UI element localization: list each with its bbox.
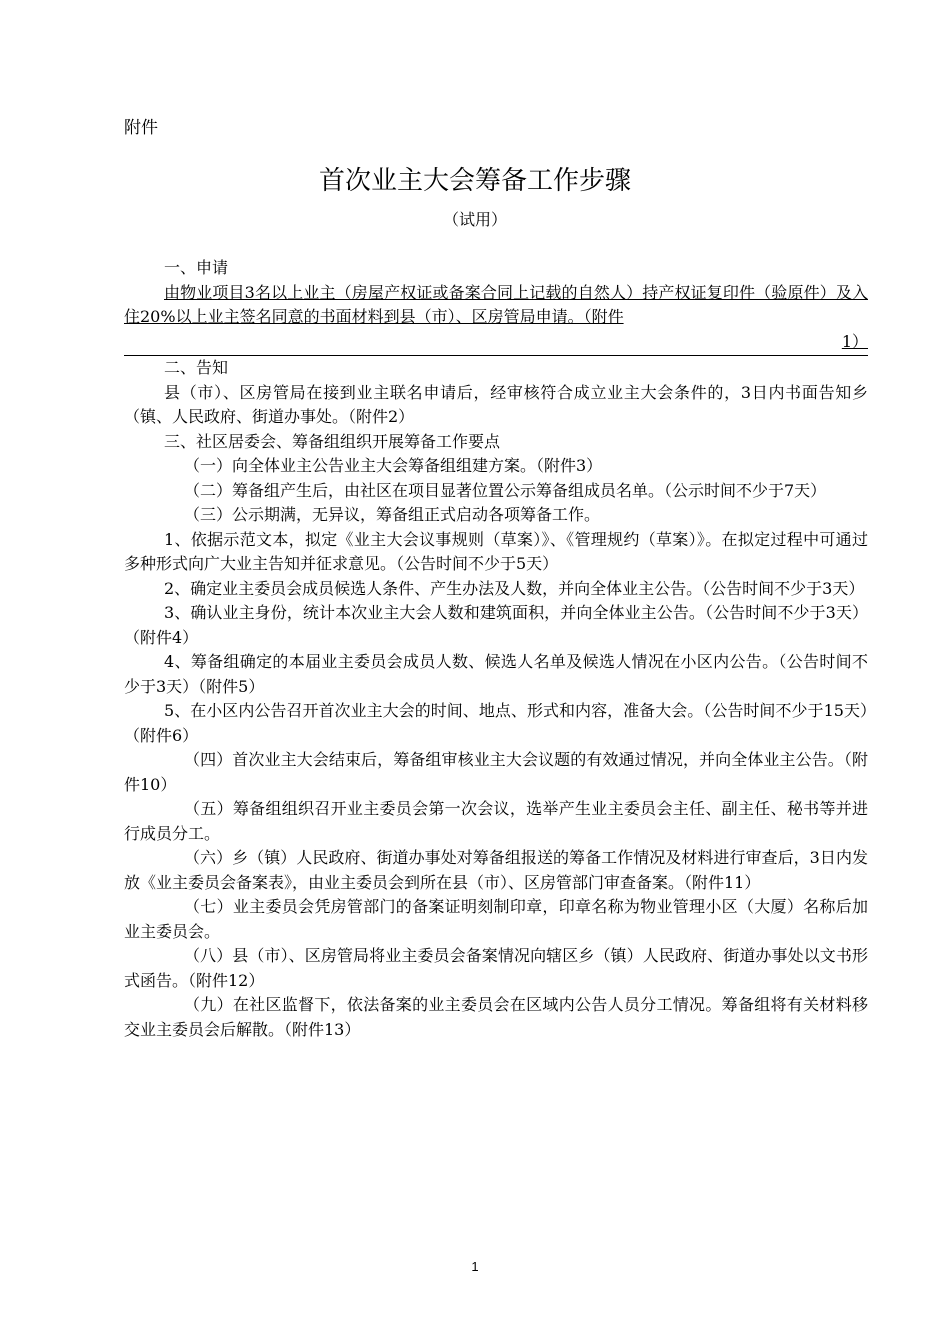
apply-text: 由物业项目3名以上业主（房屋产权证或备案合同上记载的自然人）持产权证复印件（验原件）及入住20%以上业主签名同意的书面材料到县（市）、区房管局申请。（附件 [124,282,868,326]
prep-subitem-5: 5、在小区内公告召开首次业主大会的时间、地点、形式和内容，准备大会。（公告时间不少于15天）（附件6） [124,701,868,745]
apply-paragraph [124,281,868,357]
section-heading-notify: 二、告知 [164,358,229,377]
prep-subitem-1: 1、依据示范文本，拟定《业主大会议事规则（草案）》、《管理规约（草案）》。在拟定过程中可通过多种形式向广大业主告知并征求意见。（公告时间不少于5天） [124,529,868,573]
attachment-label: 附件 [124,118,158,138]
document-body [124,256,868,1042]
prep-item-8: （八）县（市）、区房管局将业主委员会备案情况向辖区乡（镇）人民政府、街道办事处以文书形式函告。（附件12） [124,946,868,990]
notify-text: 县（市）、区房管局在接到业主联名申请后，经审核符合成立业主大会条件的，3日内书面告知乡（镇、人民政府、街道办事处。（附件2） [124,382,868,426]
prep-item-4: （四）首次业主大会结束后，筹备组审核业主大会议题的有效通过情况，并向全体业主公告。（附件10） [124,750,868,794]
prep-item-2: （二）筹备组产生后，由社区在项目显著位置公示筹备组成员名单。（公示时间不少于7天） [184,480,827,500]
prep-item-9: （九）在社区监督下，依法备案的业主委员会在区域内公告人员分工情况。筹备组将有关材料移交业主委员会后解散。（附件13） [124,995,868,1039]
apply-text-tail: 1） [841,331,868,351]
prep-item-1: （一）向全体业主公告业主大会筹备组组建方案。（附件3） [184,456,603,475]
prep-item-3: （三）公示期满，无异议，筹备组正式启动各项筹备工作。 [184,505,601,524]
prep-item-5: （五）筹备组组织召开业主委员会第一次会议，选举产生业主委员会主任、副主任、秘书等并进行成员分工。 [124,799,868,843]
prep-subitem-2: 2、确定业主委员会成员候选人条件、产生办法及人数，并向全体业主公告。（公告时间不少于3天） [164,578,865,598]
prep-item-7: （七）业主委员会凭房管部门的备案证明刻制印章，印章名称为物业管理小区（大厦）名称后加业主委员会。 [124,897,868,941]
page-title: 首次业主大会筹备工作步骤 [318,166,631,196]
prep-item-6: （六）乡（镇）人民政府、街道办事处对筹备组报送的筹备工作情况及材料进行审查后，3日内发放《业主委员会备案表》，由业主委员会到所在县（市）、区房管部门审查备案。（附件11） [124,848,868,892]
section-heading-apply: 一、申请 [164,258,229,277]
page-subtitle: （试用） [442,210,507,229]
section-heading-prep: 三、社区居委会、筹备组组织开展筹备工作要点 [164,431,501,451]
prep-subitem-4: 4、筹备组确定的本届业主委员会成员人数、候选人名单及候选人情况在小区内公告。（公告时间不少于3天）（附件5） [124,652,868,696]
page-number: 1 [471,1259,479,1274]
prep-subitem-3: 3、确认业主身份，统计本次业主大会人数和建筑面积，并向全体业主公告。（公告时间不少于3天）（附件4） [124,603,868,647]
